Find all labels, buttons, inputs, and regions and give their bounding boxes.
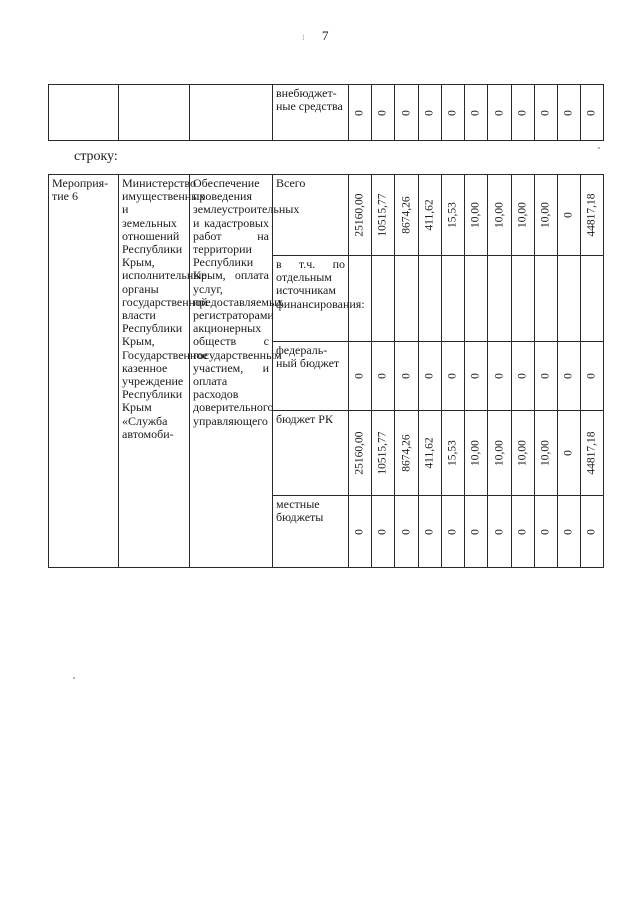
top-table: [48, 84, 604, 141]
value-cell: 0: [465, 342, 488, 411]
page-number: 7: [322, 28, 329, 43]
value-cell: 10,00: [512, 175, 535, 256]
scan-speck: [598, 147, 600, 149]
value-cell: 411,62: [419, 175, 442, 256]
table-row-total: [49, 175, 604, 256]
top-value-cell: 0: [512, 85, 535, 141]
top-value-cell: 0: [535, 85, 558, 141]
row-label-rk-budget: бюджет РК: [273, 411, 349, 496]
value-cell: 0: [442, 342, 465, 411]
value-cell: 0: [558, 175, 581, 256]
scan-speck: [73, 677, 75, 679]
top-value-cell: 0: [558, 85, 581, 141]
value-cell: 10,00: [535, 175, 558, 256]
value-cell: 0: [558, 342, 581, 411]
top-value-cell: 0: [442, 85, 465, 141]
value-cell: 0: [488, 342, 512, 411]
row-label-breakdown: в т.ч. по отдельным источникам финансирования:: [273, 256, 349, 342]
executor-cell: Министерство имущественных и земельных отношений Республики Крым, исполнительные органы государственной власти Республики Крым, Государственное казенное учреждение Республики Крым «Служба автомоби-: [119, 175, 190, 568]
top-empty-cell: [119, 85, 190, 141]
page-mark: ⁝: [302, 33, 305, 42]
value-cell: 0: [395, 342, 419, 411]
value-cell: 0: [581, 496, 604, 568]
top-source-label: внебюджет-ные средства: [273, 85, 349, 141]
value-cell: 10,00: [465, 175, 488, 256]
value-cell: 8674,26: [395, 411, 419, 496]
value-cell: 15,53: [442, 175, 465, 256]
value-cell: 44817,18: [581, 411, 604, 496]
value-cell: [535, 256, 558, 342]
value-cell: 0: [419, 496, 442, 568]
value-cell: 0: [512, 496, 535, 568]
description-cell: Обеспечение проведения землеустроительных и кадастровых работ на территории Республики Крым, оплата услуг, предоставляемых регистраторами акционерных обществ с государственным участием, и оплата расходов доверительного управляющего: [190, 175, 273, 568]
value-cell: 0: [581, 342, 604, 411]
main-table: [48, 174, 604, 568]
value-cell: [558, 256, 581, 342]
continuation-text: строку:: [74, 149, 118, 164]
value-cell: 0: [419, 342, 442, 411]
row-label-local-budgets: местные бюджеты: [273, 496, 349, 568]
value-cell: [512, 256, 535, 342]
value-cell: [395, 256, 419, 342]
value-cell: 10,00: [512, 411, 535, 496]
top-empty-cell: [190, 85, 273, 141]
value-cell: 8674,26: [395, 175, 419, 256]
value-cell: 10,00: [465, 411, 488, 496]
value-cell: 0: [535, 496, 558, 568]
top-value-cell: 0: [349, 85, 372, 141]
value-cell: 15,53: [442, 411, 465, 496]
value-cell: [442, 256, 465, 342]
value-cell: [465, 256, 488, 342]
value-cell: 0: [395, 496, 419, 568]
value-cell: 0: [349, 496, 372, 568]
value-cell: 0: [558, 411, 581, 496]
value-cell: 10515,77: [372, 411, 395, 496]
top-value-cell: 0: [372, 85, 395, 141]
value-cell: 0: [535, 342, 558, 411]
top-value-cell: 0: [465, 85, 488, 141]
value-cell: 0: [558, 496, 581, 568]
event-cell: Мероприя-тие 6: [49, 175, 119, 568]
value-cell: 0: [512, 342, 535, 411]
value-cell: 10515,77: [372, 175, 395, 256]
value-cell: 10,00: [488, 411, 512, 496]
value-cell: 0: [372, 342, 395, 411]
value-cell: 25160,00: [349, 175, 372, 256]
value-cell: 44817,18: [581, 175, 604, 256]
value-cell: [581, 256, 604, 342]
top-empty-cell: [49, 85, 119, 141]
top-value-cell: 0: [488, 85, 512, 141]
value-cell: [419, 256, 442, 342]
row-label-federal: федераль-ный бюджет: [273, 342, 349, 411]
top-value-cell: 0: [395, 85, 419, 141]
value-cell: 0: [465, 496, 488, 568]
value-cell: [488, 256, 512, 342]
value-cell: 0: [372, 496, 395, 568]
value-cell: 10,00: [488, 175, 512, 256]
value-cell: 0: [442, 496, 465, 568]
top-value-cell: 0: [581, 85, 604, 141]
top-table-row: [49, 85, 604, 141]
value-cell: 411,62: [419, 411, 442, 496]
top-value-cell: 0: [419, 85, 442, 141]
row-label-total: Всего: [273, 175, 349, 256]
value-cell: [372, 256, 395, 342]
value-cell: 0: [349, 342, 372, 411]
value-cell: 25160,00: [349, 411, 372, 496]
value-cell: 10,00: [535, 411, 558, 496]
value-cell: 0: [488, 496, 512, 568]
